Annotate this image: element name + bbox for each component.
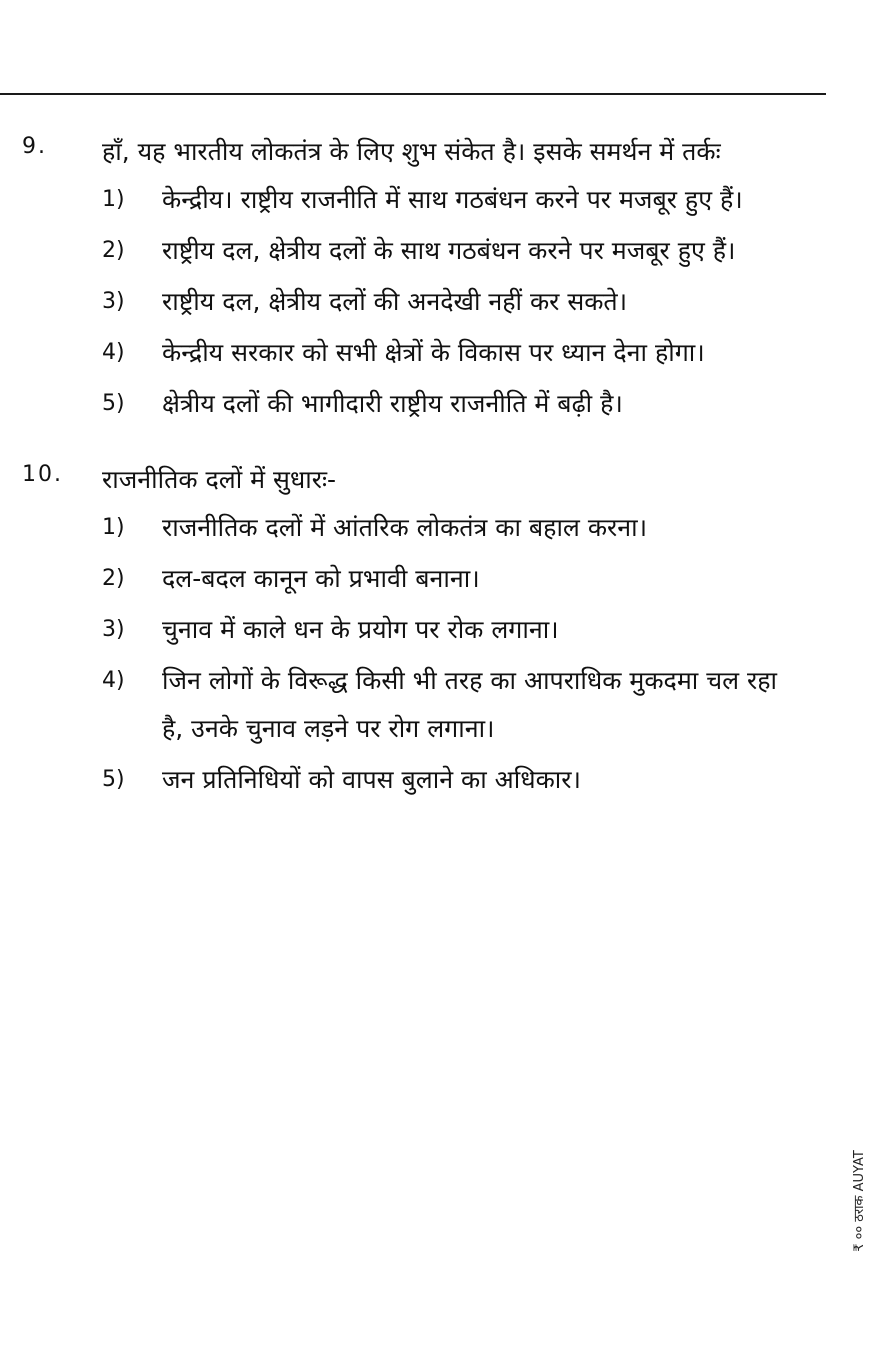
point-text: केन्द्रीय। राष्ट्रीय राजनीति में साथ गठबंधन करने पर मजबूर हुए हैं। <box>162 185 743 214</box>
point-text: केन्द्रीय सरकार को सभी क्षेत्रों के विकास पर ध्यान देना होगा। <box>162 338 705 367</box>
list-item <box>102 329 794 377</box>
list-item <box>102 176 794 224</box>
point-text: दल-बदल कानून को प्रभावी बनाना। <box>162 564 480 593</box>
top-divider <box>0 93 826 95</box>
side-mark-text: ₹ ०० ठराक AUYAT <box>852 1149 867 1252</box>
point-number: 3) <box>102 289 125 314</box>
point-number: 1) <box>102 515 125 540</box>
list-item <box>102 278 794 326</box>
point-text: राजनीतिक दलों में आंतरिक लोकतंत्र का बहाल करना। <box>162 513 648 542</box>
point-number: 3) <box>102 617 125 642</box>
point-number: 2) <box>102 238 125 263</box>
question-heading: हाँ, यह भारतीय लोकतंत्र के लिए शुभ संकेत है। इसके समर्थन में तर्कः <box>102 137 721 166</box>
list-item <box>102 756 794 804</box>
point-number: 1) <box>102 187 125 212</box>
list-item <box>102 555 794 603</box>
point-list <box>0 176 890 428</box>
question-number: 9. <box>22 134 47 159</box>
point-text: जन प्रतिनिधियों को वापस बुलाने का अधिकार। <box>162 765 581 794</box>
point-number: 2) <box>102 566 125 591</box>
list-item <box>102 606 794 654</box>
side-margin-mark <box>840 1108 880 1293</box>
question-heading: राजनीतिक दलों में सुधारः- <box>102 465 337 494</box>
question-9 <box>0 128 890 428</box>
question-number: 10. <box>22 462 63 487</box>
answer-content <box>0 128 890 832</box>
point-text: चुनाव में काले धन के प्रयोग पर रोक लगाना। <box>162 615 559 644</box>
list-item <box>102 227 794 275</box>
point-list <box>0 504 890 804</box>
question-10 <box>0 456 890 804</box>
point-text: राष्ट्रीय दल, क्षेत्रीय दलों के साथ गठबंधन करने पर मजबूर हुए हैं। <box>162 236 736 265</box>
list-item <box>102 380 794 428</box>
list-item <box>102 657 794 753</box>
point-number: 4) <box>102 668 125 693</box>
point-number: 5) <box>102 391 125 416</box>
point-number: 4) <box>102 340 125 365</box>
list-item <box>102 504 794 552</box>
point-text: क्षेत्रीय दलों की भागीदारी राष्ट्रीय राजनीति में बढ़ी है। <box>162 389 623 418</box>
point-text: राष्ट्रीय दल, क्षेत्रीय दलों की अनदेखी नहीं कर सकते। <box>162 287 628 316</box>
point-number: 5) <box>102 767 125 792</box>
point-text: जिन लोगों के विरूद्ध किसी भी तरह का आपराधिक मुकदमा चल रहा है, उनके चुनाव लड़ने पर रोग लगाना। <box>162 666 777 743</box>
